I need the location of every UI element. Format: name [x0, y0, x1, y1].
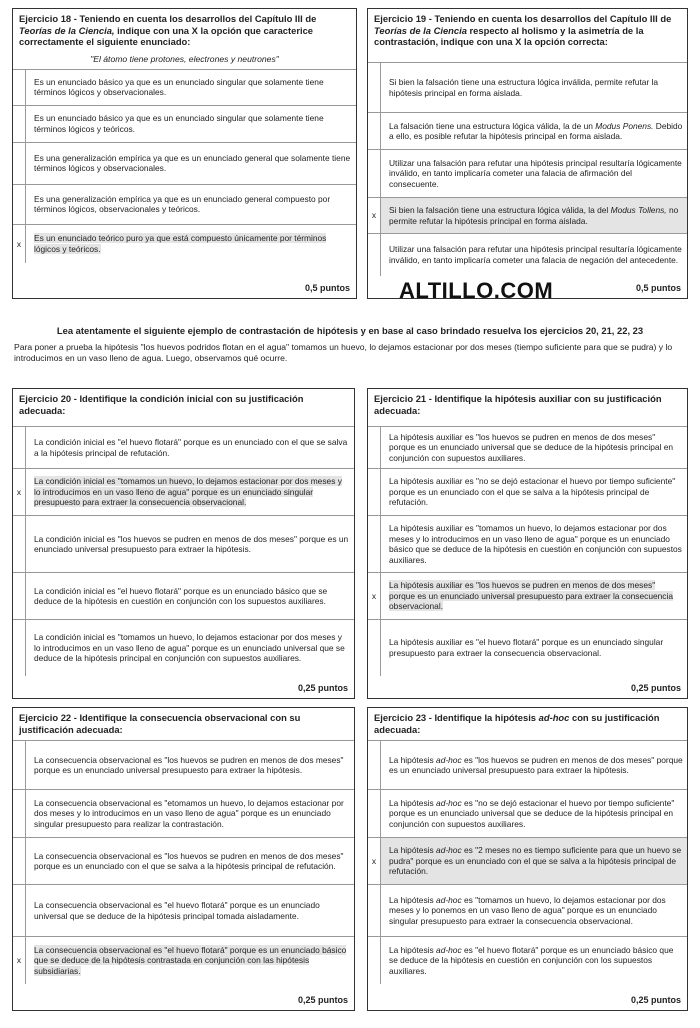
option-row[interactable]	[368, 63, 687, 113]
option-text	[26, 620, 355, 676]
option-text	[26, 105, 357, 142]
option-label: La hipótesis auxiliar es "los huevos se pudren en menos de dos meses" porque es un enunciado universal que se deduce de la hipótesis principal en conjunción con supuestos auxiliares.	[389, 431, 674, 463]
option-row[interactable]	[368, 113, 687, 150]
option-row[interactable]	[368, 937, 687, 984]
option-lead-italic: ad-hoc	[436, 894, 462, 905]
exercise-19-title-part: Ejercicio 19 - Teniendo en cuenta los desarrollos del Capítulo III de	[374, 13, 672, 24]
exercise-18-box	[12, 8, 357, 299]
option-text	[381, 427, 688, 469]
option-label: no permite refutar la hipótesis principal en forma aislada.	[389, 205, 679, 226]
exercise-18-title-italic: Teorías de la Ciencia,	[19, 24, 115, 36]
option-text	[381, 63, 688, 113]
exercise-23-options	[368, 740, 687, 984]
option-mark[interactable]	[13, 184, 26, 224]
option-mark[interactable]: x	[368, 573, 381, 620]
option-label: es "el huevo flotará" porque es un enunciado básico que se deduce de la hipótesis en cuestión en conjunción con los supuestos auxiliares.	[389, 944, 674, 976]
exercise-20-title: Ejercicio 20 - Identifique la condición inicial con su justificación adecuada:	[19, 393, 304, 416]
option-label: es "2 meses no es tiempo suficiente para que un huevo se pudra" porque es un enunciado con el que se salva a la hipótesis principal de refutación.	[389, 845, 682, 877]
exercise-18-title	[13, 9, 356, 51]
option-label: La condición inicial es "el huevo flotará" porque es un enunciado con el que se salva a la hipótesis principal de refutación.	[34, 437, 348, 458]
exercise-22-options	[13, 740, 354, 984]
option-label: La condición inicial es "los huevos se pudren en menos de dos meses" porque es un enunciado universal presupuesto para extraer la hipótesis.	[34, 533, 349, 554]
exercise-19-box	[367, 8, 688, 299]
option-text	[26, 184, 357, 224]
option-label: La condición inicial es "tomamos un huevo, lo dejamos estacionar por dos meses y lo introducimos en un vaso lleno de agua" porque es un enunciado universal que se deduce de la hipótesis principal en conjunción con supuestos auxiliares.	[34, 632, 345, 663]
option-label: La condición inicial es "el huevo flotará" porque es un enunciado básico que se deduce de la hipótesis en cuestión en conjunción con los supuestos auxiliares.	[34, 585, 328, 606]
option-mark[interactable]	[368, 516, 381, 573]
option-label: La hipótesis auxiliar es "el huevo flotará" porque es un enunciado singular presupuesto para extraer la consecuencia observacional.	[389, 637, 664, 658]
option-mark[interactable]	[368, 63, 381, 113]
option-mark[interactable]	[13, 741, 26, 790]
option-mark[interactable]	[368, 885, 381, 937]
option-text	[381, 150, 688, 198]
option-mark[interactable]	[13, 142, 26, 184]
option-lead: La hipótesis	[389, 754, 437, 765]
option-row[interactable]	[368, 885, 687, 937]
option-lead: La hipótesis	[389, 797, 437, 808]
option-mark[interactable]	[368, 427, 381, 469]
option-text	[26, 573, 355, 620]
exercise-23-title-part: Ejercicio 23 - Identifique la hipótesis	[374, 712, 539, 723]
option-text	[26, 427, 355, 469]
option-text	[26, 937, 355, 984]
option-row[interactable]	[13, 790, 354, 838]
option-label: Es un enunciado básico ya que es un enunciado singular que solamente tiene términos lógicos y observacionales.	[34, 76, 324, 97]
exercise-21-box	[367, 388, 688, 699]
option-row[interactable]	[368, 469, 687, 516]
exercise-22-box	[12, 707, 355, 1011]
option-label: La consecuencia observacional es "etomamos un huevo, lo dejamos estacionar por dos meses y lo introducimos en un vaso lleno de agua" porque es un enunciado singular presupuesto para realizar la contrastación.	[34, 797, 344, 829]
option-mark[interactable]	[13, 620, 26, 676]
option-label-italic: Modus Ponens.	[595, 120, 654, 131]
option-mark[interactable]	[13, 573, 26, 620]
option-row[interactable]	[13, 142, 356, 184]
intro-title: Lea atentamente el siguiente ejemplo de contrastación de hipótesis y en base al caso brindado resuelva los ejercicios 20, 21, 22, 23	[56, 325, 644, 336]
option-text	[381, 937, 688, 984]
exercise-19-points: 0,5 puntos	[635, 283, 681, 293]
option-label: Utilizar una falsación para refutar una hipótesis principal resultaría lógicamente inválido, en tanto implicaría cometer una falacia de negación del antecedente.	[389, 244, 682, 265]
option-label: Es una generalización empírica ya que es un enunciado general que solamente tiene términos lógicos y observacionales.	[34, 152, 351, 173]
option-mark[interactable]: x	[13, 224, 26, 263]
intro-box	[8, 317, 692, 375]
option-lead: La hipótesis	[389, 845, 437, 856]
option-label-italic: Modus Tollens,	[610, 205, 667, 215]
option-text	[26, 69, 357, 105]
exercise-20-options	[13, 426, 354, 676]
option-row[interactable]	[13, 427, 354, 469]
option-mark[interactable]	[13, 790, 26, 838]
option-text	[381, 790, 688, 838]
exercise-19-title-italic: Teorías de la Ciencia	[374, 24, 467, 36]
option-row[interactable]	[368, 620, 687, 676]
option-row[interactable]	[368, 234, 687, 276]
option-row[interactable]	[13, 516, 354, 573]
option-row[interactable]	[13, 838, 354, 885]
exercise-20-box	[12, 388, 355, 699]
option-mark[interactable]	[13, 885, 26, 937]
exercise-23-title-italic: ad-hoc	[538, 712, 570, 723]
option-mark[interactable]	[368, 620, 381, 676]
option-row[interactable]	[13, 573, 354, 620]
option-text	[381, 741, 688, 790]
option-label: Es una generalización empírica ya que es un enunciado general compuesto por términos lógicos, observacionales y teóricos.	[34, 193, 331, 214]
option-row[interactable]	[368, 427, 687, 469]
option-row[interactable]	[13, 885, 354, 937]
option-label: La consecuencia observacional es "los huevos se pudren en menos de dos meses" porque es un enunciado con el que se salva a la hipótesis principal de refutación.	[34, 850, 344, 871]
option-text	[381, 234, 688, 276]
option-mark[interactable]	[368, 113, 381, 150]
option-text	[381, 838, 688, 885]
option-label: es "tomamos un huevo, lo dejamos estacionar por dos meses y lo ponemos en un vaso lleno de agua" porque es un enunciado singular presupuesto para extraer la consecuencia observacional.	[389, 894, 666, 926]
option-mark[interactable]	[368, 790, 381, 838]
option-label: La falsación tiene una estructura lógica válida, la de un	[389, 120, 596, 131]
option-mark[interactable]	[368, 937, 381, 984]
option-label: Si bien la falsación tiene una estructura lógica inválida, permite refutar la hipótesis principal en forma aislada.	[389, 77, 659, 98]
exercise-19-title-part: respecto al holismo y la asimetría de la contrastación, indique con una X la opción correcta:	[374, 24, 644, 47]
option-row[interactable]	[13, 620, 354, 676]
exercise-21-points: 0,25 puntos	[630, 683, 681, 693]
option-row-selected[interactable]	[13, 469, 354, 516]
option-label: La consecuencia observacional es "los huevos se pudren en menos de dos meses" porque es un enunciado universal presupuesto para extraer la hipótesis.	[34, 754, 344, 775]
option-row[interactable]	[13, 184, 356, 224]
option-row[interactable]	[368, 516, 687, 573]
exercise-19-title	[368, 9, 687, 62]
option-lead-italic: ad-hoc	[436, 797, 462, 808]
exercise-23-title-part: con su justificación adecuada:	[374, 712, 660, 735]
exercise-22-points: 0,25 puntos	[297, 995, 348, 1005]
option-label: Utilizar una falsación para refutar una hipótesis principal resultaría lógicamente inválido, en tanto implicaría cometer una falacia de afirmación del consecuente.	[389, 157, 682, 189]
option-row[interactable]	[368, 150, 687, 198]
option-text	[26, 790, 355, 838]
option-lead: La hipótesis	[389, 944, 437, 955]
option-text	[26, 469, 355, 516]
option-mark[interactable]: x	[13, 469, 26, 516]
option-row[interactable]	[13, 105, 356, 142]
option-mark[interactable]	[368, 469, 381, 516]
exercise-21-title: Ejercicio 21 - Identifique la hipótesis auxiliar con su justificación adecuada:	[374, 393, 662, 416]
option-label: Es un enunciado básico ya que es un enunciado singular que solamente tiene términos lógicos y teóricos.	[34, 113, 324, 134]
altillo-watermark: ALTILLO.COM	[399, 278, 554, 303]
option-text	[26, 838, 355, 885]
option-row[interactable]	[13, 69, 356, 105]
exercise-18-points: 0,5 puntos	[304, 283, 350, 293]
option-text	[26, 142, 357, 184]
option-label: La hipótesis auxiliar es "tomamos un huevo, lo dejamos estacionar por dos meses y lo introducimos en un vaso lleno de agua" porque es un enunciado básico que se deduce de la hipótesis en cuestión en conjunción con supuestos auxiliares.	[389, 523, 682, 565]
option-mark[interactable]: x	[368, 198, 381, 234]
option-label: La consecuencia observacional es "el huevo flotará" porque es un enunciado universal que se deduce de la hipótesis principal tomada aisladamente.	[34, 900, 320, 921]
exercise-23-box	[367, 707, 688, 1011]
option-label: La condición inicial es "tomamos un huevo, lo dejamos estacionar por dos meses y lo introducimos en un vaso lleno de agua" porque es un enunciado singular presupuesto para extraer la consecuencia observacional.	[34, 476, 342, 508]
option-text	[381, 113, 688, 150]
option-text	[26, 741, 355, 790]
exercise-23-title	[368, 708, 687, 740]
option-row[interactable]	[368, 790, 687, 838]
option-mark[interactable]	[13, 69, 26, 105]
option-mark[interactable]	[13, 105, 26, 142]
exercise-19-options	[368, 62, 687, 276]
option-row-selected[interactable]	[368, 838, 687, 885]
option-text	[26, 224, 357, 263]
option-text	[381, 573, 688, 620]
option-lead-italic: ad-hoc	[436, 944, 462, 955]
option-label: La consecuencia observacional es "el huevo flotará" porque es un enunciado básico que se deduce de la hipótesis contrastada en conjunción con las hipótesis subsidiarias.	[34, 944, 347, 976]
option-label: La hipótesis auxiliar es "no se dejó estacionar el huevo por tiempo suficiente" porque es un enunciado con el que se salva a la hipótesis principal de refutación.	[389, 476, 676, 508]
option-mark[interactable]: x	[368, 838, 381, 885]
option-text	[381, 516, 688, 573]
option-mark[interactable]	[13, 427, 26, 469]
exercise-18-options	[13, 69, 356, 264]
option-text	[26, 885, 355, 937]
option-mark[interactable]	[368, 234, 381, 276]
option-label: Es un enunciado teórico puro ya que está compuesto únicamente por términos lógicos y teóricos.	[34, 233, 327, 254]
exercise-18-title-part: Ejercicio 18 - Teniendo en cuenta los desarrollos del Capítulo III de	[19, 13, 317, 24]
exercise-20-points: 0,25 puntos	[297, 683, 348, 693]
option-mark[interactable]	[13, 516, 26, 573]
option-mark[interactable]	[13, 838, 26, 885]
option-text	[381, 198, 688, 234]
exercise-18-title-part: indique con una X la opción que caracterice correctamente el siguiente enunciado:	[19, 24, 314, 47]
intro-text: Para poner a prueba la hipótesis "los huevos podridos flotan en el agua" tomamos un huevo, lo dejamos estacionar por dos meses (tiempo suficiente para que se pudra) y lo introducimos en un vaso lleno de agua. Luego, observamos qué ocurre.	[14, 342, 673, 363]
exercise-21-options	[368, 426, 687, 676]
option-row-selected[interactable]	[13, 224, 356, 263]
option-mark[interactable]: x	[13, 937, 26, 984]
option-row[interactable]	[13, 741, 354, 790]
option-mark[interactable]	[368, 741, 381, 790]
option-row-selected[interactable]	[13, 937, 354, 984]
option-label: Debido a ello, es posible refutar la hipótesis principal en forma aislada.	[389, 120, 683, 141]
exercise-18-quote: "El átomo tiene protones, electrones y neutrones"	[90, 53, 279, 64]
option-label: La hipótesis auxiliar es "los huevos se pudren en menos de dos meses" porque es un enunciado universal presupuesto para extraer la consecuencia observacional.	[389, 580, 674, 612]
option-lead: La hipótesis	[389, 894, 437, 905]
option-lead-italic: ad-hoc	[436, 845, 462, 856]
option-mark[interactable]	[368, 150, 381, 198]
option-row-selected[interactable]	[368, 198, 687, 234]
option-label: Si bien la falsación tiene una estructura lógica válida, la del	[389, 205, 611, 215]
option-lead-italic: ad-hoc	[436, 754, 462, 765]
option-text	[381, 885, 688, 937]
option-row[interactable]	[368, 741, 687, 790]
option-text	[381, 620, 688, 676]
option-text	[381, 469, 688, 516]
exercise-22-title: Ejercicio 22 - Identifique la consecuencia observacional con su justificación adecuada:	[19, 712, 301, 735]
option-text	[26, 516, 355, 573]
option-row-selected[interactable]	[368, 573, 687, 620]
exercise-23-points: 0,25 puntos	[630, 995, 681, 1005]
option-label: es "los huevos se pudren en menos de dos meses" porque es un enunciado universal presupuesto para extraer la hipótesis.	[389, 754, 683, 775]
option-label: es "no se dejó estacionar el huevo por tiempo suficiente" porque es un enunciado universal que se deduce de la hipótesis principal en conjunción con supuestos auxiliares.	[389, 797, 675, 829]
